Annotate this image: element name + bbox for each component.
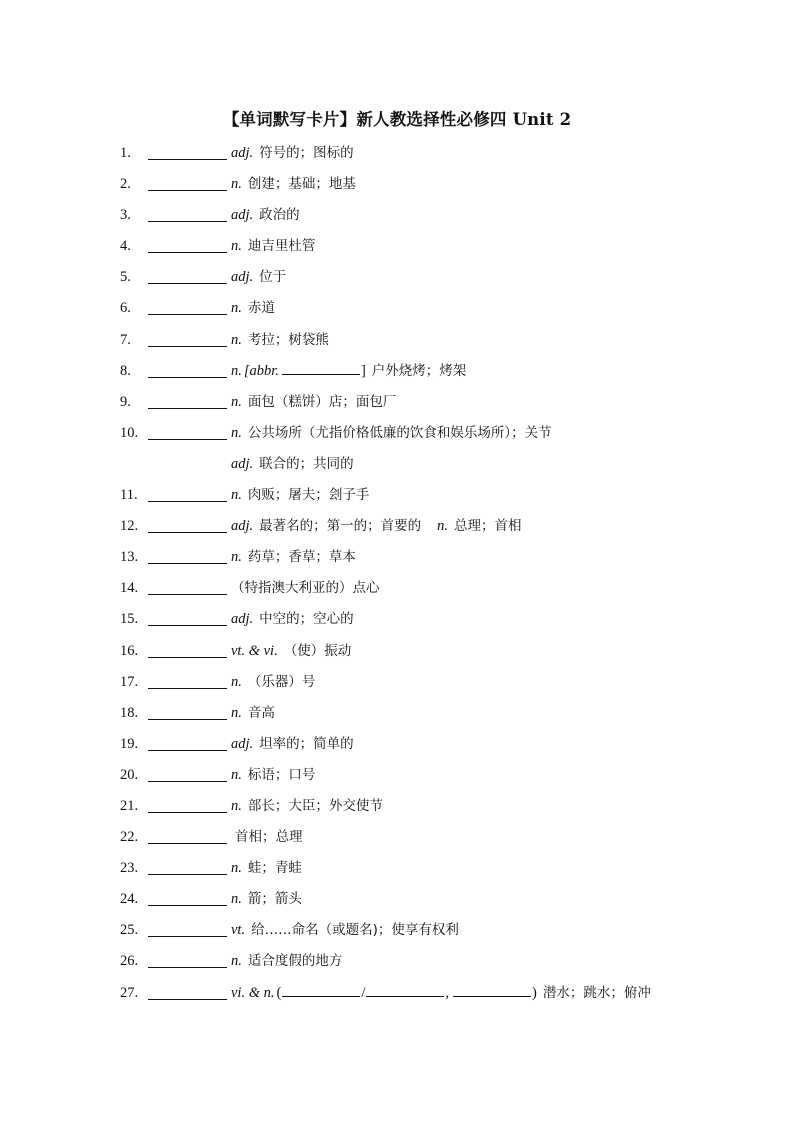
part-of-speech: adj. <box>231 518 254 535</box>
answer-blank[interactable] <box>148 719 227 720</box>
list-item <box>0 702 794 733</box>
part-of-speech: n. <box>231 797 242 814</box>
part-of-speech: n. <box>231 766 242 783</box>
part-of-speech: n. <box>231 176 242 193</box>
item-number: 1. <box>120 145 131 161</box>
item-number: 8. <box>120 362 131 379</box>
list-item <box>0 640 794 671</box>
definition: 潜水；跳水；俯冲 <box>542 984 651 1001</box>
past-tense-alt-blank[interactable] <box>366 982 444 997</box>
answer-blank[interactable] <box>148 843 227 844</box>
definition: （乐器）号 <box>247 673 316 690</box>
answer-blank[interactable] <box>148 563 227 564</box>
past-tense-blank[interactable] <box>282 982 360 997</box>
item-number: 5. <box>120 269 131 286</box>
list-item <box>0 204 794 235</box>
list-item <box>0 982 794 1013</box>
definition: 给……命名（或题名)；使享有权利 <box>251 922 459 939</box>
list-item <box>0 266 794 297</box>
list-item <box>0 422 794 453</box>
answer-blank[interactable] <box>148 812 227 813</box>
item-number: 10. <box>120 424 139 441</box>
item-number: 9. <box>120 393 131 410</box>
item-number: 7. <box>120 331 131 348</box>
part-of-speech: n. <box>231 331 242 348</box>
definition: 音高 <box>247 704 275 721</box>
definition: （使）振动 <box>283 642 352 659</box>
definition: 创建；基础；地基 <box>247 176 356 193</box>
item-number: 24. <box>120 891 139 908</box>
part-of-speech: adj. <box>231 145 254 161</box>
answer-blank[interactable] <box>148 190 227 191</box>
item-number: 25. <box>120 922 139 939</box>
paren-open: ( <box>276 984 282 1001</box>
page-title: 【单词默写卡片】新人教选择性必修四 Unit 2 <box>222 110 572 129</box>
list-item-continuation <box>0 453 794 484</box>
part-of-speech: vi. & n. <box>231 984 275 1001</box>
list-item <box>0 577 794 608</box>
answer-blank[interactable] <box>148 377 227 378</box>
list-item <box>0 142 794 173</box>
answer-blank[interactable] <box>148 252 227 253</box>
answer-blank[interactable] <box>148 221 227 222</box>
definition: 部长；大臣；外交使节 <box>247 797 383 814</box>
definition: 最著名的；第一的；首要的 <box>259 518 422 535</box>
part-of-speech: adj. <box>231 735 254 752</box>
answer-blank[interactable] <box>148 594 227 595</box>
list-item <box>0 764 794 795</box>
answer-blank[interactable] <box>148 657 227 658</box>
part-of-speech: n. <box>231 953 242 970</box>
list-item <box>0 919 794 950</box>
answer-blank[interactable] <box>148 905 227 906</box>
list-item <box>0 484 794 515</box>
bracket-close: ] <box>360 362 366 379</box>
item-number: 6. <box>120 300 131 317</box>
definition: 政治的 <box>259 207 300 224</box>
item-number: 15. <box>120 611 139 628</box>
abbreviation-blank[interactable] <box>282 360 360 375</box>
definition: 迪吉里杜管 <box>247 238 316 255</box>
answer-blank[interactable] <box>148 532 227 533</box>
definition: 适合度假的地方 <box>247 953 343 970</box>
list-item <box>0 608 794 639</box>
vocab-list <box>0 142 794 1013</box>
item-number: 12. <box>120 518 139 535</box>
item-number: 4. <box>120 238 131 255</box>
answer-blank[interactable] <box>148 283 227 284</box>
list-item <box>0 888 794 919</box>
answer-blank[interactable] <box>148 688 227 689</box>
part-of-speech: n. <box>231 860 242 877</box>
item-number: 18. <box>120 704 139 721</box>
answer-blank[interactable] <box>148 750 227 751</box>
answer-blank[interactable] <box>148 439 227 440</box>
answer-blank[interactable] <box>148 967 227 968</box>
item-number: 22. <box>120 829 139 846</box>
list-item <box>0 329 794 360</box>
list-item <box>0 546 794 577</box>
part-of-speech: n. <box>231 393 242 410</box>
part-of-speech: n. <box>231 487 242 504</box>
part-of-speech: n. <box>231 300 242 317</box>
item-number: 26. <box>120 953 139 970</box>
answer-blank[interactable] <box>148 781 227 782</box>
answer-blank[interactable] <box>148 999 227 1000</box>
definition: 公共场所（尤指价格低廉的饮食和娱乐场所）；关节 <box>247 424 552 441</box>
definition: 药草；香草；草本 <box>247 549 356 566</box>
part-of-speech: n. <box>231 238 242 255</box>
part-of-speech: n. <box>231 424 242 441</box>
part-of-speech: adj. <box>231 207 254 224</box>
definition: 蛙；青蛙 <box>247 860 302 877</box>
item-number: 19. <box>120 735 139 752</box>
part-of-speech: vt. <box>231 922 246 939</box>
list-item <box>0 360 794 391</box>
part-of-speech: n. <box>231 891 242 908</box>
list-item <box>0 826 794 857</box>
list-item <box>0 515 794 546</box>
part-of-speech-2: n. <box>437 518 449 535</box>
item-number: 14. <box>120 580 139 597</box>
part-of-speech: n. <box>231 549 242 566</box>
item-number: 11. <box>120 487 138 504</box>
part-of-speech: adj. <box>231 611 254 628</box>
part-of-speech: adj. <box>231 455 254 472</box>
abbreviation-label: [abbr. <box>243 362 279 379</box>
answer-blank[interactable] <box>148 501 227 502</box>
item-number: 17. <box>120 673 139 690</box>
definition: 赤道 <box>247 300 275 317</box>
answer-blank[interactable] <box>148 346 227 347</box>
past-participle-blank[interactable] <box>453 982 531 997</box>
item-number: 16. <box>120 642 139 659</box>
definition: 位于 <box>259 269 287 286</box>
definition: 户外烧烤；烤架 <box>371 362 467 379</box>
item-number: 2. <box>120 176 131 193</box>
answer-blank[interactable] <box>148 936 227 937</box>
list-item <box>0 733 794 764</box>
definition: 联合的；共同的 <box>259 455 354 472</box>
answer-blank[interactable] <box>148 408 227 409</box>
definition-2: 总理；首相 <box>454 518 522 535</box>
definition: 符号的；图标的 <box>259 145 354 161</box>
comma-separator: , <box>445 984 449 1001</box>
definition: 肉贩；屠夫；刽子手 <box>247 487 370 504</box>
part-of-speech: n. <box>231 704 242 721</box>
part-of-speech: n. <box>231 362 242 379</box>
item-number: 13. <box>120 549 139 566</box>
item-number: 27. <box>120 984 139 1001</box>
item-number: 20. <box>120 766 139 783</box>
definition: 首相；总理 <box>235 829 303 846</box>
list-item <box>0 297 794 328</box>
list-item <box>0 950 794 981</box>
list-item <box>0 391 794 422</box>
definition: 面包（糕饼）店；面包厂 <box>247 393 397 410</box>
slash-separator: / <box>361 984 366 1001</box>
definition: 标语；口号 <box>247 766 316 783</box>
item-number: 23. <box>120 860 139 877</box>
definition: （特指澳大利亚的）点心 <box>231 580 380 597</box>
definition: 中空的；空心的 <box>259 611 354 628</box>
part-of-speech: vt. & vi. <box>231 642 278 659</box>
definition: 箭；箭头 <box>247 891 302 908</box>
list-item <box>0 671 794 702</box>
list-item <box>0 795 794 826</box>
paren-close: ) <box>532 984 537 1001</box>
answer-blank[interactable] <box>148 874 227 875</box>
part-of-speech: n. <box>231 673 242 690</box>
list-item <box>0 173 794 204</box>
list-item <box>0 235 794 266</box>
answer-blank[interactable] <box>148 314 227 315</box>
part-of-speech: adj. <box>231 269 254 286</box>
answer-blank[interactable] <box>148 625 227 626</box>
answer-blank[interactable] <box>148 159 227 160</box>
list-item <box>0 857 794 888</box>
item-number: 3. <box>120 207 131 224</box>
item-number: 21. <box>120 797 139 814</box>
definition: 考拉；树袋熊 <box>247 331 329 348</box>
definition: 坦率的；简单的 <box>259 735 354 752</box>
